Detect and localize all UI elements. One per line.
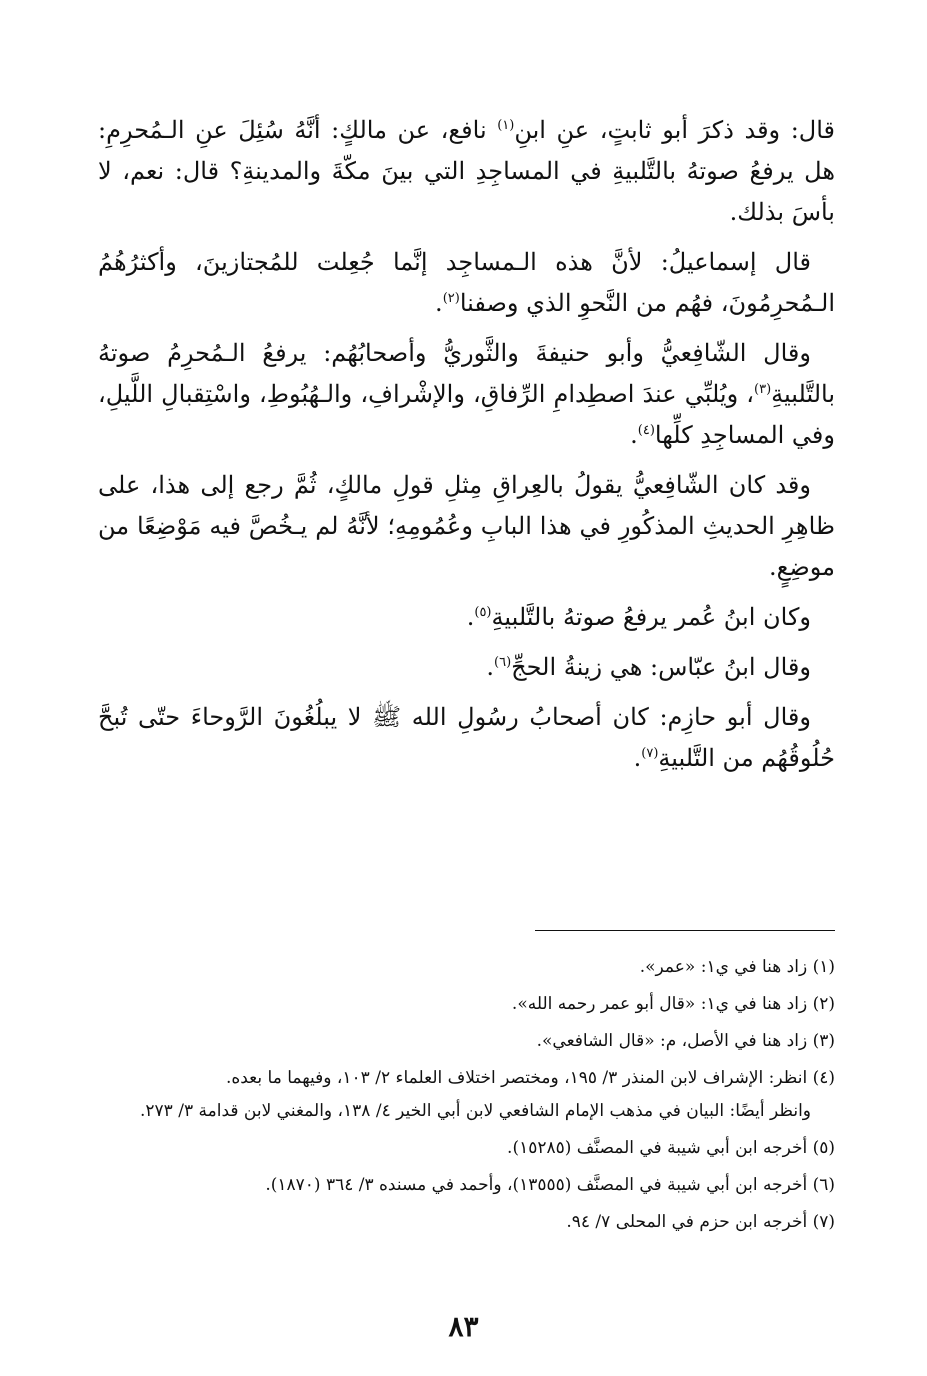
footnote-ref[interactable]: (٢) bbox=[442, 291, 460, 306]
text-segment: . bbox=[630, 421, 638, 449]
text-segment: . bbox=[435, 289, 443, 317]
text-segment: قال: وقد ذكرَ أبو ثابتٍ، عنِ ابنِ bbox=[514, 116, 835, 144]
text-segment: وقال أبو حازِم: كان أصحابُ رسُولِ الله ﷺ لا يبلُغُونَ الرَّوحاءَ حتّى تُبحَّ حُلُوقُهُم من التَّلبيةِ bbox=[98, 703, 835, 772]
text-segment: . bbox=[486, 653, 495, 681]
footnote-ref[interactable]: (٤) bbox=[637, 423, 655, 438]
paragraph-3 bbox=[98, 333, 835, 456]
text-segment: وقد كان الشّافِعيُّ يقولُ بالعِراقِ مِثلِ قولِ مالكٍ، ثُمَّ رجع إلى هذا، على ظاهِرِ الحديثِ المذكُورِ في هذا البابِ وعُمُومِهِ؛ لأنَّهُ لم يـخُصَّ فيه مَوْضِعًا من موضِعٍ. bbox=[98, 471, 835, 581]
text-segment: . bbox=[466, 603, 475, 631]
paragraph-6 bbox=[98, 647, 835, 688]
paragraph-7 bbox=[98, 697, 835, 779]
footnote-4-continued: وانظر أيضًا: البيان في مذهب الإمام الشافعي لابن أبي الخير ٤/ ١٣٨، والمغني لابن قدامة ٣/ ٢٧٣. bbox=[140, 1101, 811, 1121]
footnote-6: (٦) أخرجه ابن أبي شيبة في المصنَّف (١٣٥٥٥)، وأحمد في مسنده ٣/ ٣٦٤ (١٨٧٠). bbox=[265, 1175, 835, 1195]
paragraph-4 bbox=[98, 465, 835, 588]
footnote-ref[interactable]: (٦) bbox=[494, 655, 512, 670]
text-segment: وكان ابنُ عُمر يرفعُ صوتهُ بالتَّلبيةِ bbox=[491, 603, 811, 631]
text-segment: . bbox=[633, 744, 642, 772]
footnote-ref[interactable]: (٥) bbox=[474, 605, 492, 620]
footnote-2: (٢) زاد هنا في ي١: «قال أبو عمر رحمه الله». bbox=[511, 994, 835, 1014]
footnote-divider bbox=[535, 930, 835, 931]
main-text bbox=[98, 110, 835, 788]
footnote-3: (٣) زاد هنا في الأصل، م: «قال الشافعي». bbox=[536, 1031, 835, 1051]
paragraph-2 bbox=[98, 242, 835, 324]
footnote-7: (٧) أخرجه ابن حزم في المحلى ٧/ ٩٤. bbox=[566, 1212, 835, 1232]
footnote-4: (٤) انظر: الإشراف لابن المنذر ٣/ ١٩٥، ومختصر اختلاف العلماء ٢/ ١٠٣، وفيهما ما بعده. bbox=[225, 1068, 835, 1088]
footnote-ref[interactable]: (٧) bbox=[641, 746, 659, 761]
footnotes bbox=[98, 952, 835, 1244]
paragraph-5 bbox=[98, 597, 835, 638]
footnote-ref[interactable]: (١) bbox=[497, 118, 515, 133]
footnote-5: (٥) أخرجه ابن أبي شيبة في المصنَّف (١٥٢٨٥). bbox=[507, 1138, 835, 1158]
text-segment: نافع، عن مالكٍ: أنَّهُ سُئِلَ عنِ الـمُحرِمِ: هل يرفعُ صوتهُ بالتَّلبيةِ في المساجِدِ التي بينَ مكّةَ والمدينةِ؟ قال: نعم، لا بأسَ بذلك. bbox=[98, 116, 835, 226]
footnote-1: (١) زاد هنا في ي١: «عمر». bbox=[639, 957, 835, 977]
text-segment: وقال الشّافِعيُّ وأبو حنيفةَ والثَّوريُّ وأصحابُهُم: يرفعُ الـمُحرِمُ صوتهُ بالتَّلبيةِ bbox=[98, 339, 835, 408]
text-segment: وقال ابنُ عبّاس: هي زينةُ الحجِّ bbox=[511, 653, 811, 681]
footnote-ref[interactable]: (٣) bbox=[754, 382, 772, 397]
text-segment: قال إسماعيلُ: لأنَّ هذه الـمساجِد إنَّما جُعِلت للمُجتازينَ، وأكثرُهُمُ الـمُحرِمُونَ، فهُم من النَّحوِ الذي وصفنا bbox=[98, 248, 835, 317]
text-segment: ، ويُلبِّي عندَ اصطِدامِ الرِّفاقِ، والإشْرافِ، والـهُبُوطِ، واسْتِقبالِ اللَّيلِ، وفي المساجِدِ كلِّها bbox=[98, 380, 835, 449]
page-number: ٨٣ bbox=[448, 1310, 479, 1343]
paragraph-1 bbox=[98, 110, 835, 233]
